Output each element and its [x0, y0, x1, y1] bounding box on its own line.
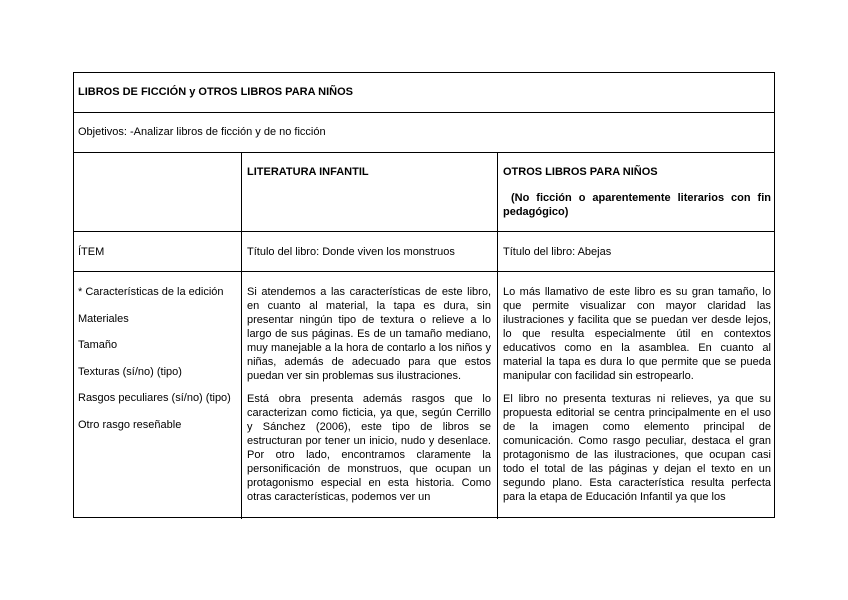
criteria-item: Texturas (sí/no) (tipo)	[78, 365, 182, 378]
analysis-table	[73, 72, 775, 518]
row-divider	[74, 231, 774, 232]
row-divider	[74, 152, 774, 153]
book-title-fiction: Título del libro: Donde viven los monstruos	[247, 246, 455, 258]
column-divider	[497, 152, 498, 519]
row-divider	[74, 112, 774, 113]
criteria-list	[78, 285, 240, 444]
header-otros-libros-subtitle: (No ficción o aparentemente literarios con fin pedagógico)	[503, 192, 771, 218]
analysis-paragraph: Lo más llamativo de este libro es su gran tamaño, lo que permite visualizar con mayor claridad las ilustraciones y facilita que se puedan ver desde lejos, lo que resulta especialmente útil en contextos educativos como en la asamblea. En cuanto al material la tapa es dura lo que permite que se pueda manipular con facilidad sin estropearlo.	[503, 286, 771, 382]
criteria-item: Rasgos peculiares (sí/no) (tipo)	[78, 392, 231, 404]
header-literatura-infantil: LITERATURA INFANTIL	[247, 166, 369, 178]
analysis-paragraph: Si atendemos a las características de este libro, en cuanto al material, la tapa es dura, sin presentar ningún tipo de textura o relieve a lo largo de sus páginas. Es de un tamaño mediano, muy manejable a la hora de contarlo a los niños y niñas, además de adecuado para que estos puedan ver sin problemas sus ilustraciones.	[247, 286, 491, 382]
criteria-item: Tamaño	[78, 339, 118, 351]
nonfiction-analysis	[503, 285, 771, 515]
analysis-paragraph: Está obra presenta además rasgos que lo caracterizan como ficticia, ya que, según Cerrillo y Sánchez (2006), este tipo de libros se estructuran por tener un inicio, nudo y desenlace. Por otro lado, encontramos claramente la personificación de monstruos, que ocupan un protagonismo especial en esta historia. Como otras características, podemos ver un	[247, 393, 491, 503]
objectives-text: Objetivos: -Analizar libros de ficción y de no ficción	[78, 126, 326, 138]
criteria-item: Materiales	[78, 312, 129, 325]
analysis-paragraph: El libro no presenta texturas ni relieves, ya que su propuesta editorial se centra principalmente en el uso de la imagen como elemento principal de comunicación. Como rasgo peculiar, destaca el gran protagonismo de las ilustraciones, que ocupan casi todo el total de las páginas y dejan el texto en un segundo plano. Esta característica resulta perfecta para la etapa de Educación Infantil ya que los	[503, 393, 771, 503]
table-title: LIBROS DE FICCIÓN y OTROS LIBROS PARA NIÑOS	[78, 86, 354, 98]
column-divider	[241, 152, 242, 519]
header-otros-libros: OTROS LIBROS PARA NIÑOS	[503, 166, 658, 178]
fiction-analysis	[247, 285, 491, 515]
book-title-nonfiction: Título del libro: Abejas	[503, 246, 612, 258]
criteria-item: Otro rasgo reseñable	[78, 418, 182, 431]
item-label: ÍTEM	[78, 246, 105, 258]
row-divider	[74, 271, 774, 272]
criteria-item: * Características de la edición	[78, 286, 224, 298]
